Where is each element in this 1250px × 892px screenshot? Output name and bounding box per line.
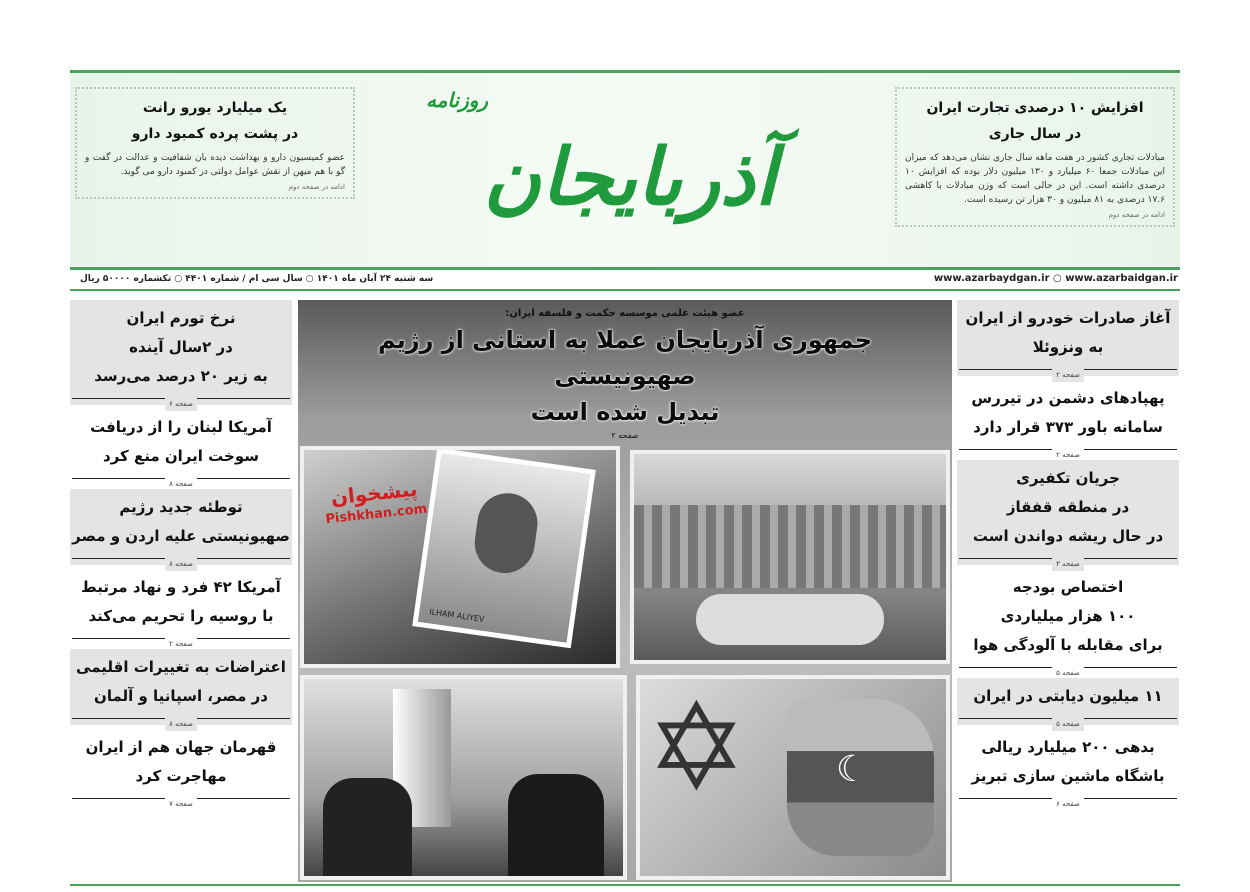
page-reference-divider [959, 442, 1177, 459]
news-headline: به زیر ۲۰ درصد می‌رسد [94, 367, 268, 385]
lead-headline[interactable]: جمهوری آذربایجان عملا به استانی از رژیم صهیونیستی [377, 326, 873, 390]
news-headline: مهاجرت کرد [135, 767, 227, 785]
photo-collage [298, 446, 952, 882]
issue-info: سه شنبه ۲۴ آبان ماه ۱۴۰۱ ○ سال سی ام / شماره ۴۴۰۱ ○ تکشماره ۵۰۰۰۰ ریال [80, 274, 434, 284]
news-item[interactable] [957, 300, 1179, 379]
page-ref: صفحه ۸ [165, 557, 197, 571]
page-ref: صفحه ۲ [611, 431, 639, 440]
page-reference-divider [959, 791, 1177, 808]
right-teaser-box[interactable] [895, 87, 1175, 227]
teaser-title: در سال جاری [988, 126, 1082, 142]
page-ref: صفحه ۲ [165, 637, 197, 651]
news-headline: نرخ تورم ایران [126, 309, 236, 327]
news-item[interactable] [70, 729, 292, 808]
news-item[interactable] [70, 489, 292, 568]
portrait-caption: ILHAM ALIYEV [428, 607, 485, 624]
page-reference-divider [959, 362, 1177, 379]
news-headline: با روسیه را تحریم می‌کند [88, 607, 274, 625]
masthead [70, 70, 1180, 266]
logo-subtext: روزنامه [426, 88, 489, 112]
person [323, 778, 412, 876]
handshake [696, 594, 883, 645]
building [634, 505, 946, 587]
page-ref: صفحه ۸ [165, 477, 197, 491]
website-links[interactable]: www.azarbaydgan.ir ○ www.azarbaidgan.ir [933, 273, 1178, 284]
person [508, 774, 604, 876]
news-headline: ۱۱ میلیون دیابتی در ایران [973, 687, 1163, 705]
page-reference-divider [72, 471, 290, 488]
news-headline: آمریکا لبنان را از دریافت [90, 418, 272, 436]
divider [70, 884, 1180, 886]
page-ref: صفحه ۵ [1052, 666, 1084, 680]
news-headline: اعتراضات به تغییرات اقلیمی [76, 658, 286, 676]
lead-headline[interactable]: تبدیل شده است [530, 398, 720, 426]
photo-flags-map [636, 675, 950, 880]
watermark-text: پیشخوان [329, 476, 419, 510]
news-headline: در حال ریشه دواندن است [972, 527, 1164, 545]
logo-text: آذربایجان [483, 132, 777, 223]
news-headline: صهیونیستی علیه اردن و مصر [72, 527, 290, 545]
left-teaser-box[interactable] [75, 87, 355, 199]
page-ref: صفحه ۲ [1052, 448, 1084, 462]
page-reference-divider [959, 551, 1177, 568]
star-of-david-icon: ✡ [646, 679, 747, 819]
news-headline: توطئه جدید رژیم [119, 498, 243, 516]
news-headline: اختصاص بودجه [1012, 578, 1124, 596]
news-item[interactable] [70, 409, 292, 488]
news-headline: سامانه باور ۳۷۳ قرار دارد [973, 418, 1163, 436]
news-item[interactable] [957, 729, 1179, 808]
news-headline: بدهی ۲۰۰ میلیارد ریالی [981, 738, 1155, 756]
news-headline: آمریکا ۴۲ فرد و نهاد مرتبط [81, 578, 281, 596]
page-reference-divider [72, 631, 290, 648]
lead-story[interactable] [298, 300, 952, 882]
newspaper-logo [366, 73, 894, 263]
divider [70, 267, 1180, 270]
news-headline: جریان تکفیری [1016, 469, 1120, 487]
photo-portrait-protest [300, 446, 620, 668]
teaser-body: عضو کمیسیون دارو و بهداشت دیده بان شفافیت و عدالت در گفت و گو با هم میهن از نقش عوامل دولتی در کمبود دارو می گوید. [85, 153, 345, 177]
page-ref: صفحه ۶ [165, 397, 197, 411]
news-headline: قهرمان جهان هم از ایران [85, 738, 277, 756]
teaser-more: ادامه در صفحه دوم [288, 183, 345, 191]
watermark-url: Pishkhan.com [324, 501, 428, 528]
news-headline: در مصر، اسپانیا و آلمان [94, 687, 268, 705]
teaser-title: در پشت پرده کمبود دارو [131, 126, 299, 142]
news-item[interactable] [70, 300, 292, 408]
news-headline: در ۲سال آینده [129, 338, 233, 356]
page-ref: صفحه ۳ [1052, 557, 1084, 571]
page-ref: صفحه ۲ [1052, 368, 1084, 382]
page-reference-divider [72, 711, 290, 728]
crescent-icon: ☾ [835, 748, 869, 790]
news-item[interactable] [957, 460, 1179, 568]
news-headline: در منطقه قفقاز [1006, 498, 1130, 516]
news-headline: باشگاه ماشین سازی تبریز [971, 767, 1165, 785]
news-headline: سوخت ایران منع کرد [103, 447, 259, 465]
page-ref: صفحه ۸ [165, 717, 197, 731]
news-item[interactable] [957, 380, 1179, 459]
watermark [322, 475, 428, 529]
portrait-face [471, 489, 542, 577]
page-reference-divider [72, 391, 290, 408]
page-reference-divider [72, 791, 290, 808]
news-headline: ۱۰۰ هزار میلیاردی [1000, 607, 1136, 625]
news-headline: برای مقابله با آلودگی هوا [973, 636, 1163, 654]
news-headline: به ونزوئلا [1032, 338, 1104, 356]
teaser-title: یک میلیارد یورو رانت [142, 100, 288, 116]
news-headline: پهپادهای دشمن در تیررس [971, 389, 1165, 407]
page-ref: صفحه ۵ [1052, 717, 1084, 731]
photo-baku-building-handshake [630, 450, 950, 664]
teaser-body: مبادلات تجاری کشور در هفت ماهه سال جاری نشان می‌دهد که میزان این مبادلات جمعا ۶۰ میلیارد و ۱۳۰ میلیون دلار بوده که افزایش ۱۰ درصدی داشته است. این در حالی است که وزن مبادلات با کاهشی ۱۷.۶ درصدی به ۸۱ میلیون و ۳۰ هزار تن رسیده است. [905, 153, 1165, 205]
left-news-column [70, 300, 292, 809]
news-item[interactable] [70, 649, 292, 728]
news-item[interactable] [957, 569, 1179, 677]
right-news-column [957, 300, 1179, 809]
news-item[interactable] [70, 569, 292, 648]
divider [70, 289, 1180, 291]
news-headline: آغاز صادرات خودرو از ایران [965, 309, 1171, 327]
page-ref: صفحه ۶ [1052, 797, 1084, 811]
page-reference-divider [959, 660, 1177, 677]
news-item[interactable] [957, 678, 1179, 728]
lead-kicker: عضو هیئت علمی موسسه حکمت و فلسفه ایران: [505, 308, 745, 319]
page-reference-divider [959, 711, 1177, 728]
page-ref: صفحه ۷ [165, 797, 197, 811]
photo-leaders-meeting [300, 675, 627, 880]
teaser-more: ادامه در صفحه دوم [1108, 211, 1165, 219]
teaser-title: افزایش ۱۰ درصدی تجارت ایران [926, 100, 1144, 116]
held-portrait [412, 448, 595, 649]
page-reference-divider [72, 551, 290, 568]
